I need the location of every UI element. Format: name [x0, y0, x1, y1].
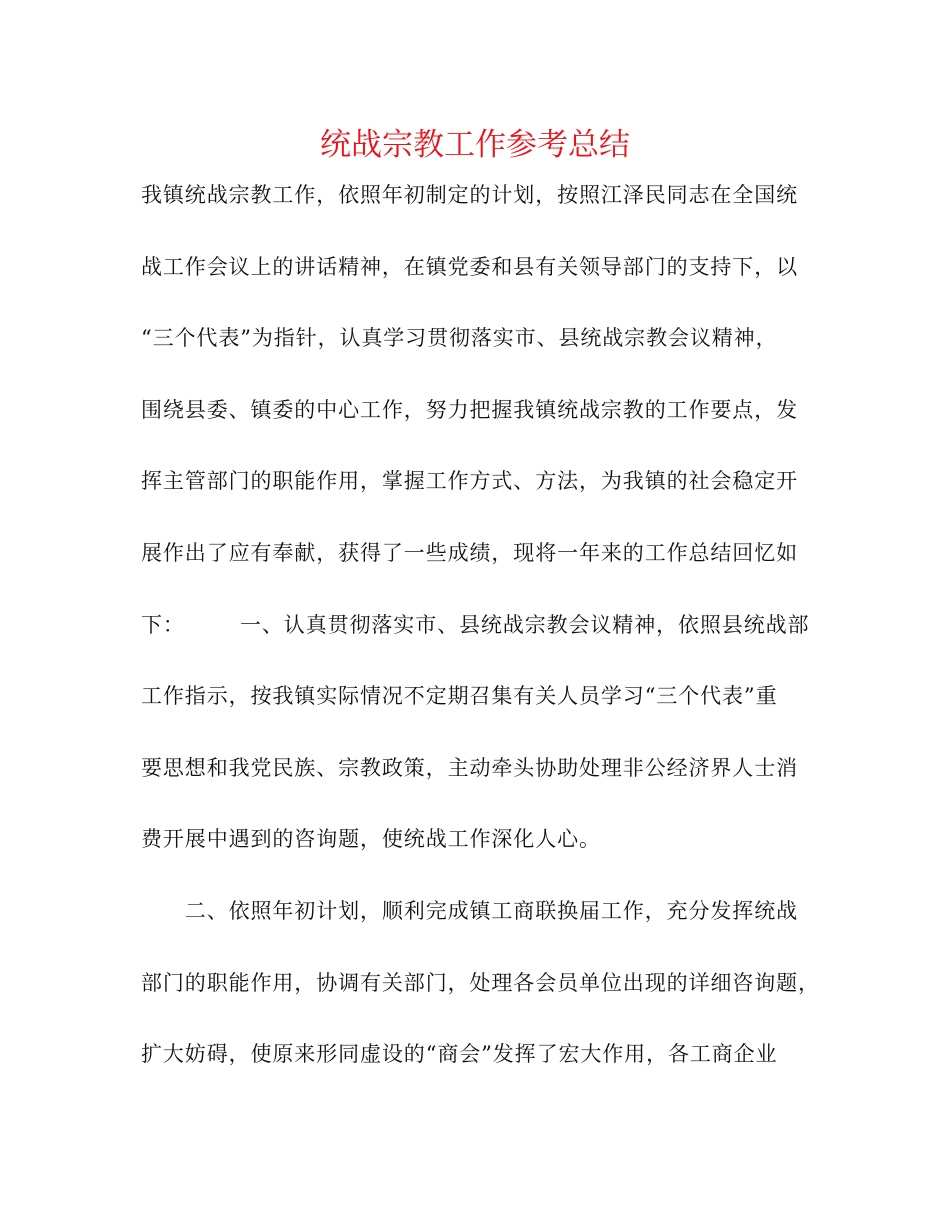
paragraph-line: 二、依照年初计划，顺利完成镇工商联换届工作，充分发挥统战 — [141, 899, 798, 923]
paragraph-line: “三个代表”为指针，认真学习贯彻落实市、县统战宗教会议精神， — [141, 326, 778, 350]
paragraph-line: 要思想和我党民族、宗教政策，主动牵头协助处理非公经济界人士消 — [141, 756, 798, 780]
paragraph-line: 下： 一、认真贯彻落实市、县统战宗教会议精神，依照县统战部 — [141, 613, 810, 637]
paragraph-line: 挥主管部门的职能作用，掌握工作方式、方法，为我镇的社会稳定开 — [141, 469, 798, 493]
paragraph-line: 扩大妨碍，使原来形同虚设的“商会”发挥了宏大作用，各工商企业 — [141, 1042, 778, 1066]
paragraph-line: 费开展中遇到的咨询题，使统战工作深化人心。 — [141, 827, 601, 851]
paragraph-line: 围绕县委、镇委的中心工作，努力把握我镇统战宗教的工作要点，发 — [141, 398, 798, 422]
paragraph-line: 我镇统战宗教工作，依照年初制定的计划，按照江泽民同志在全国统 — [141, 183, 798, 207]
paragraph-line: 工作指示，按我镇实际情况不定期召集有关人员学习“三个代表”重 — [141, 684, 778, 708]
document-title: 统战宗教工作参考总结 — [320, 127, 630, 163]
paragraph-line: 部门的职能作用，协调有关部门，处理各会员单位出现的详细咨询题， — [141, 971, 820, 995]
paragraph-line: 展作出了应有奉献，获得了一些成绩，现将一年来的工作总结回忆如 — [141, 541, 798, 565]
paragraph-line: 战工作会议上的讲话精神，在镇党委和县有关领导部门的支持下，以 — [141, 255, 798, 279]
